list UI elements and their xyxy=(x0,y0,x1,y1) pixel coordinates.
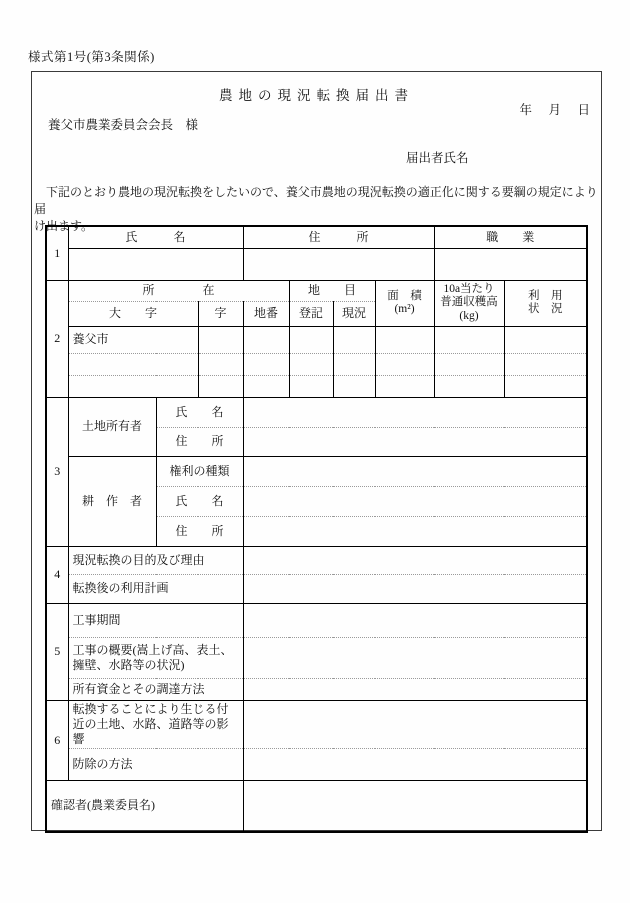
lotnumber-value-cell xyxy=(243,353,289,375)
name-value-cell xyxy=(68,248,243,280)
header-yield-cell xyxy=(434,280,504,326)
confirmer-label: 確認者(農業委員名) xyxy=(46,780,243,832)
landuse-label-line2: 状 況 xyxy=(528,303,563,315)
section-6-number: 6 xyxy=(46,700,68,780)
construction-outline-label: 工事の概要(嵩上げ高、表土、擁壁、水路等の状況) xyxy=(68,637,243,678)
construction-period-value-cell xyxy=(243,603,587,637)
section-1-number: 1 xyxy=(46,226,68,280)
section-3-number: 3 xyxy=(46,397,68,546)
header-location-cell: 所 在 xyxy=(68,280,289,301)
form-number-label: 様式第1号(第3条関係) xyxy=(28,50,155,64)
construction-outline-value-cell xyxy=(243,637,587,678)
use-plan-label: 転換後の利用計画 xyxy=(68,574,243,603)
header-landuse-cell xyxy=(504,280,587,326)
applicant-name-label: 届出者氏名 xyxy=(406,151,469,165)
confirmer-value-cell xyxy=(243,780,587,832)
header-oaza-cell: 大 字 xyxy=(68,301,198,326)
aza-value-cell xyxy=(198,326,243,353)
current-value-cell xyxy=(333,326,375,353)
landowner-name-label: 氏 名 xyxy=(156,397,243,427)
oaza-value-cell xyxy=(68,353,198,375)
lotnumber-value-cell xyxy=(243,375,289,397)
landuse-label-line1: 利 用 xyxy=(528,289,563,302)
prevention-value-cell xyxy=(243,748,587,780)
header-name-cell: 氏 名 xyxy=(68,226,243,248)
impact-value-cell xyxy=(243,700,587,748)
use-plan-value-cell xyxy=(243,574,587,603)
area-label-line1: 面 積 xyxy=(387,289,422,302)
oaza-value-cell: 養父市 xyxy=(68,326,198,353)
yield-label-line1: 10a当たり xyxy=(443,282,495,295)
landuse-value-cell xyxy=(504,326,587,353)
form-title: 農地の現況転換届出書 xyxy=(219,88,414,103)
purpose-value-cell xyxy=(243,546,587,574)
section-4-number: 4 xyxy=(46,546,68,603)
yield-label-line3: (kg) xyxy=(459,309,479,322)
landowner-address-label: 住 所 xyxy=(156,427,243,456)
funds-value-cell xyxy=(243,678,587,700)
right-type-value-cell xyxy=(243,456,587,486)
landuse-value-cell xyxy=(504,375,587,397)
right-type-label: 権利の種類 xyxy=(156,456,243,486)
construction-period-label: 工事期間 xyxy=(68,603,243,637)
lotnumber-value-cell xyxy=(243,326,289,353)
form-table xyxy=(45,225,588,833)
declaration-line-1: 下記のとおり農地の現況転換をしたいので、養父市農地の現況転換の適正化に関する要綱の規定により届 xyxy=(34,185,598,216)
landowner-group-label: 土地所有者 xyxy=(68,397,156,456)
current-value-cell xyxy=(333,375,375,397)
header-area-cell xyxy=(375,280,434,326)
addressee-label: 養父市農業委員会会長 様 xyxy=(48,118,199,132)
yield-value-cell xyxy=(434,326,504,353)
section-5-number: 5 xyxy=(46,603,68,700)
registered-value-cell xyxy=(289,375,333,397)
oaza-value-cell xyxy=(68,375,198,397)
header-registered-cell: 登記 xyxy=(289,301,333,326)
area-value-cell xyxy=(375,353,434,375)
header-current-cell: 現況 xyxy=(333,301,375,326)
yield-value-cell xyxy=(434,375,504,397)
impact-label: 転換することにより生じる付近の土地、水路、道路等の影響 xyxy=(68,700,243,748)
prevention-label: 防除の方法 xyxy=(68,748,243,780)
cultivator-name-value-cell xyxy=(243,486,587,516)
section-2-number: 2 xyxy=(46,280,68,397)
purpose-label: 現況転換の目的及び理由 xyxy=(68,546,243,574)
area-label-line2: (m²) xyxy=(394,303,415,315)
aza-value-cell xyxy=(198,375,243,397)
job-value-cell xyxy=(434,248,587,280)
cultivator-group-label: 耕 作 者 xyxy=(68,456,156,546)
current-value-cell xyxy=(333,353,375,375)
landowner-name-value-cell xyxy=(243,397,587,427)
landuse-value-cell xyxy=(504,353,587,375)
header-job-cell: 職 業 xyxy=(434,226,587,248)
registered-value-cell xyxy=(289,326,333,353)
declaration-line-2: け出ます。 xyxy=(34,219,94,233)
aza-value-cell xyxy=(198,353,243,375)
area-value-cell xyxy=(375,326,434,353)
yield-label-line2: 普通収穫高 xyxy=(440,296,498,309)
landowner-address-value-cell xyxy=(243,427,587,456)
yield-value-cell xyxy=(434,353,504,375)
header-lotnumber-cell: 地番 xyxy=(243,301,289,326)
address-value-cell xyxy=(243,248,434,280)
header-aza-cell: 字 xyxy=(198,301,243,326)
cultivator-address-value-cell xyxy=(243,516,587,546)
area-value-cell xyxy=(375,375,434,397)
header-address-cell: 住 所 xyxy=(243,226,434,248)
date-line: 年 月 日 xyxy=(519,103,592,117)
cultivator-address-label: 住 所 xyxy=(156,516,243,546)
funds-label: 所有資金とその調達方法 xyxy=(68,678,243,700)
registered-value-cell xyxy=(289,353,333,375)
header-landcategory-cell: 地 目 xyxy=(289,280,375,301)
cultivator-name-label: 氏 名 xyxy=(156,486,243,516)
form-outer-box xyxy=(31,71,602,831)
